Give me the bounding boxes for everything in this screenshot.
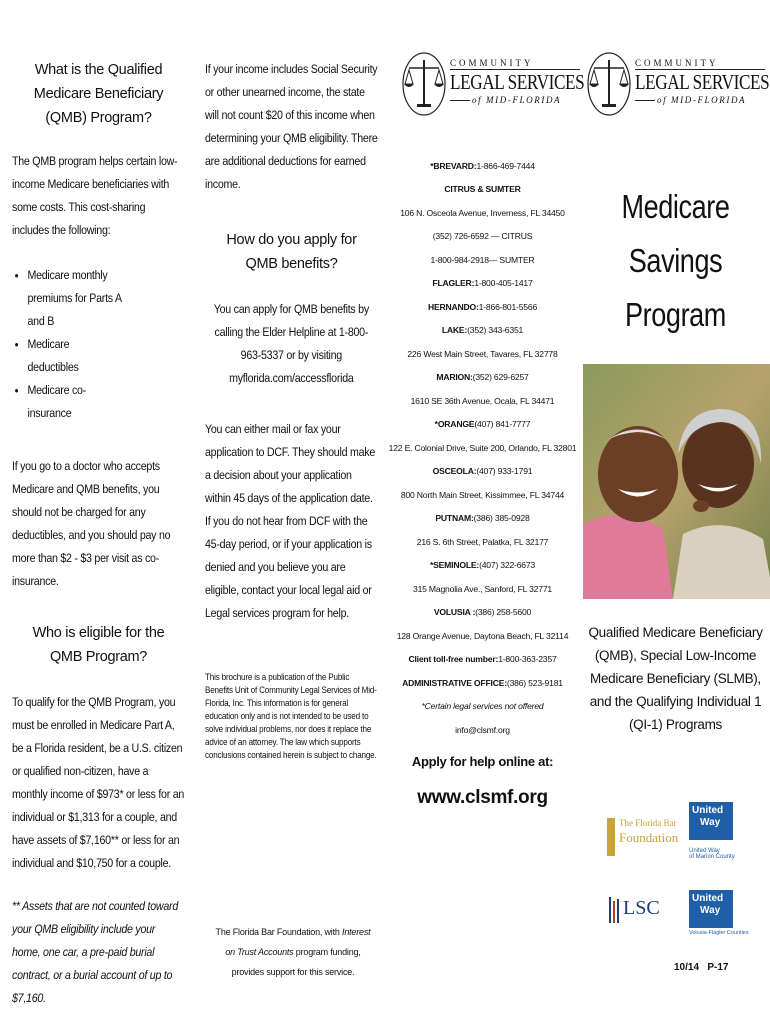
contact-label: VOLUSIA : xyxy=(433,607,476,618)
disclaimer: This brochure is a publication of the Public Benefits Unit of Community Legal Services of Mid-Florida, Inc. This information is for general education only and is not intended to be used to solve individual problems, nor does it replace the advice of an attorney. The law which supports conclusions contained herein is subject to change. xyxy=(205,672,377,760)
contact-address: 122 E. Colonial Drive, Suite 200, Orlando, FL 32801 xyxy=(388,442,577,453)
logo-rule xyxy=(450,100,470,101)
funding-text-1: The Florida Bar Foundation, with xyxy=(215,927,343,937)
contact-phone: 1-866-801-5566 xyxy=(478,301,538,312)
contact-phone: 1-866-469-7444 xyxy=(476,160,535,171)
title-line: Medicare xyxy=(621,188,730,225)
contact-volusia xyxy=(390,601,575,625)
contact-address: 226 West Main Street, Tavares, FL 32778 xyxy=(407,348,558,359)
income-paragraph: If your income includes Social Security or other unearned income, the state will not count $20 of this income when determining your QMB eligibility. There are additional deductions for earned income. xyxy=(205,62,378,191)
panel-applying xyxy=(193,0,386,1024)
fbf-line: The Florida Bar xyxy=(619,818,677,828)
brochure-code: 10/14 P-17 xyxy=(674,962,729,973)
contact-address: 216 S. 6th Street, Palatka, FL 32177 xyxy=(416,536,549,547)
uw-line: United xyxy=(692,893,724,904)
funding-text-italic: Interest on Trust Accounts xyxy=(225,927,371,957)
contact-address: 1610 SE 36th Avenue, Ocala, FL 34471 xyxy=(410,395,555,406)
contact-phone: (352) 629-6257 xyxy=(472,372,529,383)
apply-online-label: Apply for help online at: xyxy=(411,753,554,769)
contact-phone: (386) 523-9181 xyxy=(506,677,563,688)
program-subtitle: Qualified Medicare Beneficiary (QMB), Special Low-Income Medicare Beneficiary (SLMB), and the Qualifying Individual 1 (QI-1) Programs xyxy=(588,625,763,732)
panel-contacts xyxy=(386,0,585,1024)
contact-label: *BREVARD: xyxy=(430,160,477,171)
uw-caption: United Way xyxy=(689,848,720,854)
contact-label: FLAGLER: xyxy=(432,278,475,289)
certain-services-note: *Certain legal services not offered xyxy=(421,701,544,712)
contact-lake xyxy=(390,319,575,343)
contact-address: 106 N. Osceola Avenue, Inverness, FL 34450 xyxy=(400,207,565,218)
logo-legal-services: LEGAL SERVICES xyxy=(635,70,770,94)
panel-cover xyxy=(579,0,770,1024)
qualify-paragraph: To qualify for the QMB Program, you must be enrolled in Medicare Part A, be a Florida resident, be a U.S. citizen or qualified non-citizen, have a monthly income of $973* or less for an individual or $1,313 for a couple, and have assets of $7,160** or less for an individual and $10,750 for a couple. xyxy=(12,695,185,870)
contact-phone: (386) 258-5600 xyxy=(475,607,532,618)
uw-line: Way xyxy=(700,817,721,828)
panel-qmb-overview xyxy=(0,0,193,1024)
contact-address: 128 Orange Avenue, Daytona Beach, FL 32114 xyxy=(396,630,569,641)
logo-rule xyxy=(635,100,655,101)
scales-of-justice-icon xyxy=(402,48,450,118)
contact-putnam xyxy=(390,507,575,531)
contact-seminole xyxy=(390,554,575,578)
contact-brevard xyxy=(390,154,575,178)
contact-hernando xyxy=(390,295,575,319)
heading-how-to-apply: How do you apply for QMB benefits? xyxy=(226,232,357,272)
mail-paragraph: You can either mail or fax your application to DCF. They should make a decision about your application within 45 days of the application date. If you do not hear from DCF with the 45-day period, or if your application is denied and you believe you are eligible, contact your local legal aid or Legal services program for help. xyxy=(205,422,375,620)
doctor-paragraph: If you go to a doctor who accepts Medicare and QMB benefits, you should not be charged for any deductibles, and you should pay no more than $2 - $3 per visit as co-insurance. xyxy=(12,459,171,588)
contact-orange xyxy=(390,413,575,437)
contact-citrus-sumter xyxy=(390,178,575,202)
funding-statement xyxy=(213,922,373,982)
lsc-bar-icon xyxy=(609,897,611,923)
united-way-volusia-logo xyxy=(689,890,769,950)
clsmf-logo xyxy=(402,48,585,128)
funding-text-2: program funding, provides support for this service. xyxy=(231,947,361,977)
intro-paragraph: The QMB program helps certain low-income Medicare beneficiaries with some costs. This cost-sharing includes the following: xyxy=(12,154,178,237)
clsmf-logo xyxy=(587,48,770,128)
contact-label: *ORANGE xyxy=(434,419,475,430)
contact-phone: (386) 385-0928 xyxy=(473,513,530,524)
apply-paragraph: You can apply for QMB benefits by calling the Elder Helpline at 1-800-963-5337 or by visiting myflorida.com/accessflorida xyxy=(213,302,370,385)
logo-community: COMMUNITY xyxy=(450,58,534,68)
cost-sharing-list xyxy=(12,264,200,425)
united-way-marion-logo xyxy=(689,802,769,872)
website-link[interactable]: www.clsmf.org xyxy=(417,786,548,808)
lsc-logo xyxy=(609,895,669,925)
scales-of-justice-icon xyxy=(587,48,635,118)
list-item: • Medicare deductibles xyxy=(27,333,79,379)
contact-label: CITRUS & SUMTER xyxy=(444,184,521,195)
heading-who-is-eligible: Who is eligible for the QMB Program? xyxy=(32,625,165,665)
uw-caption: Volusia-Flagler Counties xyxy=(689,930,749,936)
contact-label: PUTNAM: xyxy=(435,513,474,524)
lsc-bar-icon xyxy=(617,899,619,923)
united-way-icon xyxy=(689,802,733,840)
list-item: • Medicare co-insurance xyxy=(27,379,87,425)
brochure-title xyxy=(587,180,764,342)
contact-phone: (407) 933-1791 xyxy=(476,466,533,477)
fbf-bar-icon xyxy=(607,818,615,856)
assets-note: ** Assets that are not counted toward your QMB eligibility include your home, one car, a pre-paid burial contract, or a burial account of up to $7,160. xyxy=(12,899,178,1005)
contact-phone: (352) 726-6592 — CITRUS xyxy=(432,231,533,242)
contact-label: OSCEOLA: xyxy=(432,466,477,477)
fbf-line: Foundation xyxy=(619,830,679,845)
contact-osceola xyxy=(390,460,575,484)
logo-mid-florida: of MID-FLORIDA xyxy=(472,95,562,105)
lsc-bar-icon xyxy=(613,901,615,923)
contact-label: LAKE: xyxy=(441,325,468,336)
contact-label: Client toll-free number: xyxy=(408,654,499,665)
contact-phone: 1-800-363-2357 xyxy=(498,654,557,665)
contact-label: ADMINISTRATIVE OFFICE: xyxy=(402,677,507,688)
contact-label: MARION: xyxy=(436,372,473,383)
contact-label: HERNANDO: xyxy=(427,301,479,312)
contact-address: 800 North Main Street, Kissimmee, FL 34744 xyxy=(400,489,565,500)
heading-what-is-qmb: What is the Qualified Medicare Beneficiary (QMB) Program? xyxy=(33,62,164,126)
list-item: • Medicare monthly premiums for Parts A and B xyxy=(27,264,130,333)
lsc-text: LSC xyxy=(623,897,660,919)
contact-marion xyxy=(390,366,575,390)
florida-bar-foundation-logo xyxy=(607,810,679,860)
contact-phone: 1-800-984-2918— SUMTER xyxy=(430,254,535,265)
contact-flagler xyxy=(390,272,575,296)
contact-phone: (352) 343-6351 xyxy=(467,325,524,336)
united-way-icon xyxy=(689,890,733,928)
seniors-photo xyxy=(583,364,770,599)
contact-label: *SEMINOLE: xyxy=(429,560,480,571)
title-line: Program xyxy=(625,296,726,333)
title-line: Savings xyxy=(628,242,723,279)
logo-mid-florida: of MID-FLORIDA xyxy=(657,95,747,105)
uw-line: Way xyxy=(700,905,721,916)
sponsor-logos xyxy=(579,800,770,960)
contact-address: 315 Magnolia Ave., Sanford, FL 32771 xyxy=(413,583,552,594)
smiling-couple-image xyxy=(583,364,770,599)
contact-tollfree xyxy=(390,648,575,672)
contact-phone: 1-800-405-1417 xyxy=(474,278,533,289)
logo-community: COMMUNITY xyxy=(635,58,719,68)
uw-caption: of Marion County xyxy=(689,854,735,860)
contact-list xyxy=(390,154,575,742)
contact-admin-office xyxy=(390,671,575,695)
contact-phone: (407) 322-6673 xyxy=(479,560,536,571)
uw-line: United xyxy=(692,805,724,816)
email-link[interactable]: info@clsmf.org xyxy=(455,724,510,735)
logo-legal-services: LEGAL SERVICES xyxy=(450,70,585,94)
contact-phone: (407) 841-7777 xyxy=(474,419,531,430)
